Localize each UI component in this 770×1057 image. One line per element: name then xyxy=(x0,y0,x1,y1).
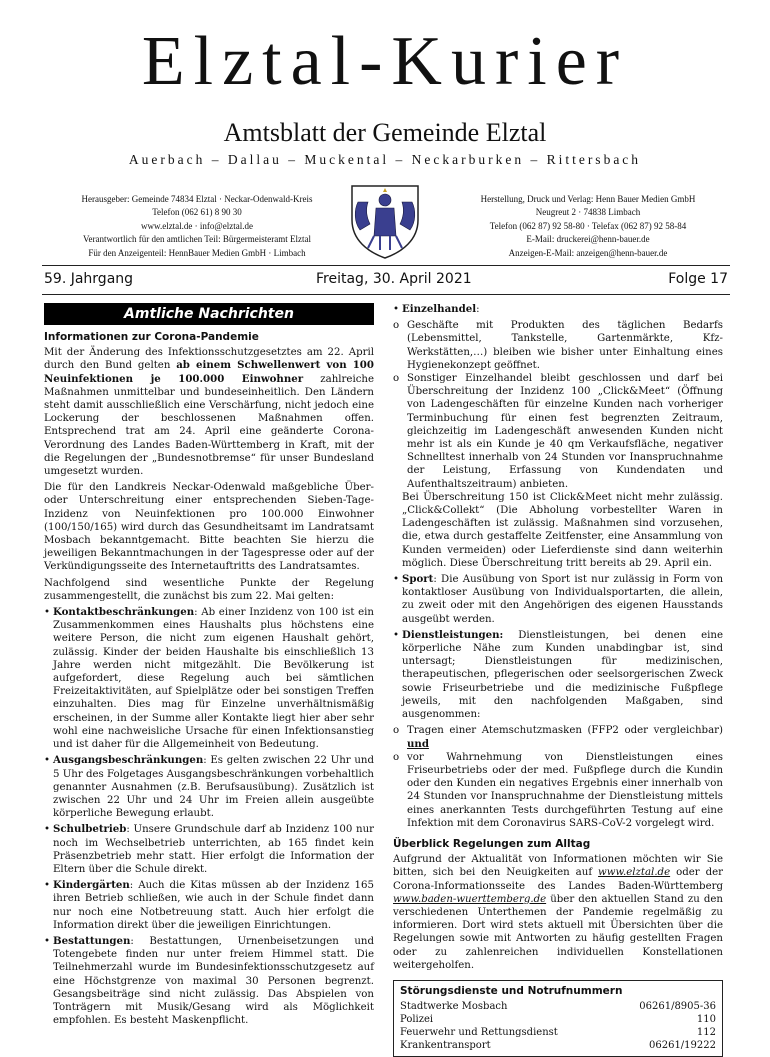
list-item: • Kontaktbeschränkungen: Ab einer Inzidenz von 100 ist ein Zusammenkommen eines Haushalts plus höchstens eine weitere Person, die nicht zum eigenen Haushalt gehört, zulässig. Kinder der beiden Haushalte bis einschließlich 13 Jahre werden nicht mitgezählt. Die Bevölkerung ist aufgefordert, diese Regelung auch bei sämtlichen Freizeitaktivitäten, auf Spielplätze oder bei sonstigen Treffen einzuhalten. Dies mag für Einzelne unverhältnismäßig erscheinen, in der Summe aller Kontakte liegt hier aber sehr wohl eine nachweisliche Ursache für einen Infektionsanstieg und ist daher für die Allgemeinheit von Bedeutung. xyxy=(44,606,374,751)
edition-date: Freitag, 30. April 2021 xyxy=(316,271,472,287)
sub-list-item: o Sonstiger Einzelhandel bleibt geschlossen und darf bei Überschreitung der Inzidenz 100 „Click&Meet“ (Öffnung von Ladengeschäften für einzelne Kunden nach vorheriger Terminbuchung für einen fest begrenzten Zeitraum, gleichzeitig im Ladengeschäft anwesenden Kunden nicht mehr ist als ein Kunde je 40 qm Verkaufsfläche, negativer Schnelltest innerhalb von 24 Stunden vor Inanspruchnahme der Leistung, Erfassung von Kundendaten und Aufenthaltszeitraum) anbieten. xyxy=(393,373,723,490)
link-elztal[interactable]: www.elztal.de xyxy=(598,867,671,879)
publisher-line: Für den Anzeigenteil: HennBauer Medien GmbH · Limbach xyxy=(88,247,306,258)
masthead-title: Elztal-Kurier xyxy=(141,23,629,100)
header-rule-bottom xyxy=(42,294,730,295)
table-row: Feuerwehr und Rettungsdienst 112 xyxy=(400,1027,716,1039)
section-title: Amtliche Nachrichten xyxy=(44,303,374,325)
publisher-line: Herstellung, Druck und Verlag: Henn Bauer Medien GmbH xyxy=(480,194,696,204)
table-row: Stadtwerke Mosbach 06261/8905-36 xyxy=(400,1001,716,1013)
paragraph: Bei Überschreitung 150 ist Click&Meet nicht mehr zulässig. „Click&Collekt“ (Die Abholung vorbestellter Waren in Ladengeschäften ist zulässig. Maßnahmen sind vorzusehen, die, etwa durch gestaffelte Zeitfenster, eine Ansammlung von Kunden vermeiden) oder Lieferdienste sind dann weiterhin möglich. Diese Überschreitung tritt bereits ab 29. April ein. xyxy=(402,491,723,569)
publisher-line: Herausgeber: Gemeinde 74834 Elztal · Neckar-Odenwald-Kreis xyxy=(81,194,313,204)
right-column xyxy=(393,303,723,1057)
paragraph: Die für den Landkreis Neckar-Odenwald maßgebliche Über- oder Unterschreitung einer entsprechenden Sieben-Tage-Inzidenz von Neuinfektionen pro 100.000 Einwohner (100/150/165) wird durch das Gesundheitsamt im Landratsamt Mosbach bekanntgemacht. Bitte beachten Sie hierzu die jeweiligen Bekanntmachungen in der Tagespresse oder auf der Verkündigungsseite des Internetauftritts des Landratsamtes. xyxy=(44,482,374,573)
emergency-title: Störungsdienste und Notrufnummern xyxy=(400,984,623,997)
link-baden-wuerttemberg[interactable]: www.baden-wuerttemberg.de xyxy=(393,893,547,905)
left-column xyxy=(44,303,374,1030)
overview-heading: Überblick Regelungen zum Alltag xyxy=(393,837,591,850)
publisher-line: Verantwortlich für den amtlichen Teil: Bürgermeisteramt Elztal xyxy=(83,234,311,245)
sub-list-item: o Tragen einer Atemschutzmasken (FFP2 oder vergleichbar) und xyxy=(393,725,723,750)
edition-year: 59. Jahrgang xyxy=(44,271,134,287)
paragraph: Nachfolgend sind wesentliche Punkte der Regelung zusammengestellt, die zunächst bis zum 22. Mai gelten: xyxy=(44,577,374,602)
article-heading: Informationen zur Corona-Pandemie xyxy=(44,331,259,343)
list-item: • Dienstleistungen: Dienstleistungen, bei denen eine körperliche Nähe zum Kunden unabdingbar ist, sind untersagt; Dienstleistungen für medizinischen, therapeutischen, pflegerischen oder seelsorgerischen Zweck sowie Friseurbetriebe und die medizinische Fußpflege jeweils, mit den nachfolgenden Maßgaben, sind ausgenommen: xyxy=(393,629,723,721)
publisher-line: Neugreut 2 · 74838 Limbach xyxy=(535,207,641,218)
edition-bar xyxy=(44,271,728,291)
sub-list-item: o Geschäfte mit Produkten des täglichen Bedarfs (Lebensmittel, Tankstelle, Gartenmärkte, Kfz-Werkstätten,…) bleiben wie bisher unter Einhaltung eines Hygienekonzept geöffnet. xyxy=(393,320,723,371)
paragraph: Aufgrund der Aktualität von Informationen möchten wir Sie bitten, sich bei den Neuigkeiten auf www.elztal.de oder der Corona-Informationsseite des Landes Baden-Württemberg www.baden-wuerttemberg.de über den aktuellen Stand zu den verschiedenen Unterthemen der Pandemie regelmäßig zu informieren. Dort wird stets aktuell mit Übersichten über die Regelungen sowie mit Antworten zu häufig gestellten Fragen oder zu zahlenreichen individuellen Konstellationen weitergeholfen. xyxy=(393,854,723,971)
publisher-line: E-Mail: druckerei@henn-bauer.de xyxy=(526,234,650,245)
publisher-line: Anzeigen-E-Mail: anzeigen@henn-bauer.de xyxy=(508,247,668,258)
emergency-numbers-box xyxy=(393,980,723,1057)
masthead-villages: Auerbach – Dallau – Muckental – Neckarburken – Rittersbach xyxy=(128,152,642,167)
list-item: • Bestattungen: Bestattungen, Urnenbeisetzungen und Totengebete finden nur unter freiem Himmel statt. Die Teilnehmerzahl wurde im Bundesinfektionsschutzgesetz auf eine Höchstgrenze von maximal 30 Personen begrenzt. Gesangsbeiträge sind nicht zulässig. Das Abspielen von Tonträgern mit Musik/Gesang wird als Möglichkeit empfohlen. Es besteht Maskenpflicht. xyxy=(44,935,374,1027)
publisher-info-left xyxy=(58,193,336,260)
publisher-line: www.elztal.de · info@elztal.de xyxy=(141,220,253,231)
table-row: Polizei 110 xyxy=(400,1014,716,1026)
paragraph: Mit der Änderung des Infektionsschutzgesetztes am 22. April durch den Bund gelten ab einem Schwellenwert von 100 Neuinfektionen je 100.000 Einwohner zahlreiche Maßnahmen unmittelbar und bundeseinheitlich. Den Ländern steht damit ausschließlich eine Verschärfung, nicht jedoch eine Lockerung der beschlossenen Maßnahmen offen. Entsprechend trat am 24. April eine geänderte Corona-Verordnung des Landes Baden-Württemberg in Kraft, mit der die Regelungen der „Bundesnotbremse“ für unser Bundesland umgesetzt wurden. xyxy=(44,347,374,478)
sub-list-item: o vor Wahrnehmung von Dienstleistungen eines Friseurbetriebs oder der med. Fußpflege durch die Kundin oder den Kunden ein negatives Ergebnis einer innerhalb von 24 Stunden vor Inanspruchnahme der Dienstleistung mittels eines anerkannten Tests durchgeführten Testung auf eine Infektion mit dem Coronavirus SARS-CoV-2 vorgelegt wird. xyxy=(393,751,723,829)
coat-of-arms-icon xyxy=(344,180,426,260)
table-row: Krankentransport 06261/19222 xyxy=(400,1040,716,1052)
edition-issue: Folge 17 xyxy=(668,271,728,287)
publisher-line: Telefon (062 87) 92 58-80 · Telefax (062 87) 92 58-84 xyxy=(489,220,687,231)
list-item: • Sport: Die Ausübung von Sport ist nur zulässig in Form von kontaktloser Ausübung von Individualsportarten, die allein, zu zweit oder mit den Angehörigen des eigenen Hausstands ausgeübt werden. xyxy=(393,573,723,626)
publisher-info-right xyxy=(448,193,728,260)
header-rule-top xyxy=(42,265,730,266)
list-item: • Einzelhandel: xyxy=(393,303,723,316)
list-item: • Kindergärten: Auch die Kitas müssen ab der Inzidenz 165 ihren Betrieb schließen, wie auch in der Schule findet dann nur noch eine Notbetreuung statt. Auch hier erfolgt die Information direkt über die jeweiligen Einrichtungen. xyxy=(44,879,374,932)
publisher-line: Telefon (062 61) 8 90 30 xyxy=(152,207,242,218)
list-item: • Schulbetrieb: Unsere Grundschule darf ab Inzidenz 100 nur noch im Wechselbetrieb unterrichten, ab 165 findet kein Präsenzbetrieb mehr statt. Hier erfolgt die Information der Eltern über die Schule direkt. xyxy=(44,823,374,876)
list-item: • Ausgangsbeschränkungen: Es gelten zwischen 22 Uhr und 5 Uhr des Folgetages Ausgangsbeschränkungen vorbehaltlich genannter Ausnahmen (z.B. Berufsausübung). Zusätzlich ist zwischen 22 Uhr und 24 Uhr im Freien allein ausgeübte körperliche Bewegung erlaubt. xyxy=(44,754,374,820)
masthead-subtitle: Amtsblatt der Gemeinde Elztal xyxy=(223,118,547,147)
